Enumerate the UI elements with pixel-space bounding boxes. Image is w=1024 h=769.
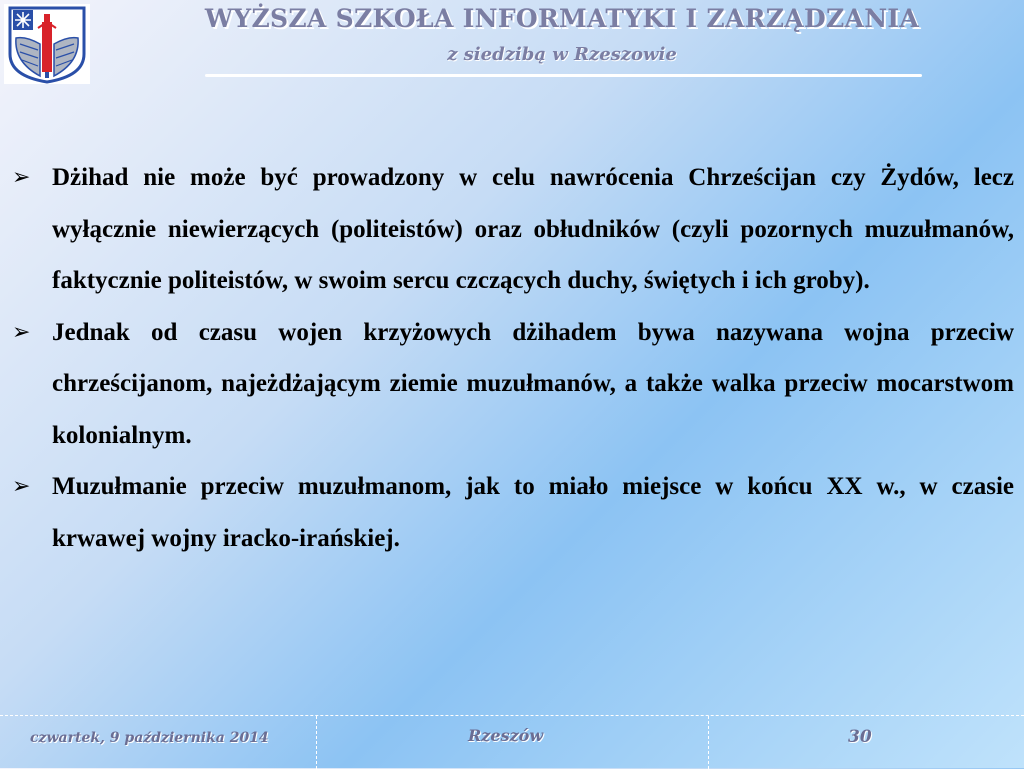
university-crest-icon	[4, 4, 90, 84]
bullet-item	[12, 152, 1014, 307]
bullet-text: Dżihad nie może być prowadzony w celu nawrócenia Chrześcijan czy Żydów, lecz wyłącznie niewierzących (politeistów) oraz obłudników (czyli pozornych muzułmanów, faktycznie politeistów, w swoim sercu czczących duchy, świętych i ich groby).	[52, 164, 1014, 294]
arrow-bullet-icon: ➢	[12, 474, 31, 499]
arrow-bullet-icon: ➢	[12, 319, 31, 345]
slide-content	[12, 152, 1014, 564]
footer-date: czwartek, 9 października 2014	[30, 730, 269, 746]
header-subtitle: z siedzibą w Rzeszowie	[447, 44, 677, 65]
footer-divider	[316, 716, 317, 769]
footer-city: Rzeszów	[468, 726, 544, 745]
page-number: 30	[848, 727, 872, 747]
footer-divider	[708, 716, 709, 769]
slide-footer	[0, 715, 1024, 769]
bullet-item	[12, 307, 1014, 462]
bullet-text: Jednak od czasu wojen krzyżowych dżihadem bywa nazywana wojna przeciw chrześcijanom, najeżdżającym ziemie muzułmanów, a także walka przeciw mocarstwom kolonialnym.	[52, 318, 1014, 449]
header-title: WYŻSZA SZKOŁA INFORMATYKI I ZARZĄDZANIA	[204, 4, 920, 33]
bullet-text: Muzułmanie przeciw muzułmanom, jak to miało miejsce w końcu XX w., w czasie krwawej wojny iracko-irańskiej.	[52, 473, 1014, 552]
arrow-bullet-icon: ➢	[12, 165, 31, 190]
bullet-item	[12, 461, 1014, 564]
header-divider	[205, 74, 922, 77]
